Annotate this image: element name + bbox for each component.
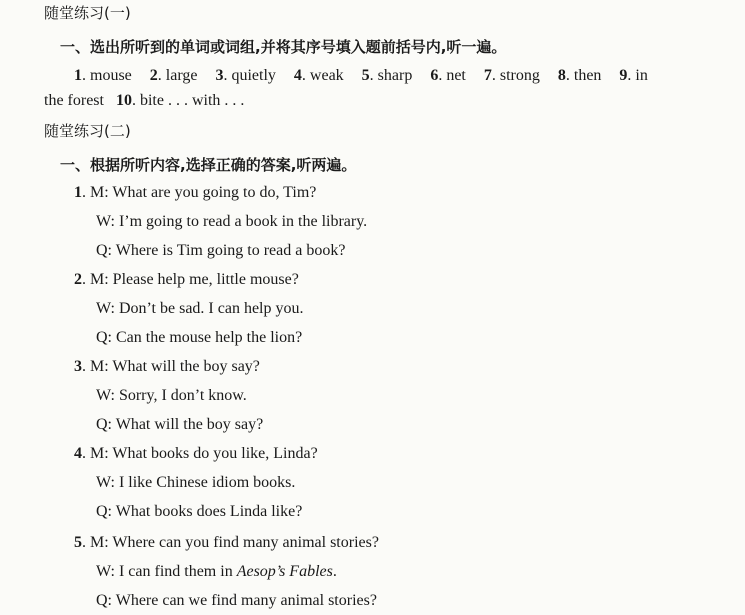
- word-item: 1. mouse: [74, 67, 132, 84]
- dialogue-w-line: W: I can find them in Aesop’s Fables.: [96, 563, 337, 580]
- dialogue-w-line: W: Sorry, I don’t know.: [96, 387, 247, 404]
- dialogue-m-line: 2. M: Please help me, little mouse?: [74, 271, 299, 288]
- word-item: 3. quietly: [215, 67, 276, 84]
- dialogue-w-line: W: I like Chinese idiom books.: [96, 474, 296, 491]
- word-item: 9. in: [619, 67, 648, 84]
- dialogue-q-line: Q: What books does Linda like?: [96, 503, 303, 520]
- section2-title: 随堂练习(二): [44, 122, 131, 140]
- section1-title: 随堂练习(一): [44, 4, 131, 22]
- dialogue-m-line: 3. M: What will the boy say?: [74, 358, 260, 375]
- dialogue-w-line: W: I’m going to read a book in the library.: [96, 213, 368, 230]
- dialogue-m-line: 1. M: What are you going to do, Tim?: [74, 184, 317, 201]
- dialogue-q-line: Q: Where is Tim going to read a book?: [96, 242, 346, 259]
- dialogue-m-line: 5. M: Where can you find many animal stories?: [74, 534, 379, 551]
- dialogue-q-line: Q: Where can we find many animal stories?: [96, 592, 377, 609]
- word-item: 4. weak: [293, 67, 344, 84]
- book-title: Aesop’s Fables: [236, 563, 333, 580]
- word-list: [74, 66, 648, 86]
- word-item: 5. sharp: [361, 67, 413, 84]
- dialogue-m-line: 4. M: What books do you like, Linda?: [74, 445, 318, 462]
- dialogue-w-line: W: Don’t be sad. I can help you.: [96, 300, 304, 317]
- word-item: 2. large: [149, 67, 198, 84]
- dialogue-q-line: Q: What will the boy say?: [96, 416, 264, 433]
- word-list-continuation: the forest 10. bite . . . with . . .: [44, 92, 245, 109]
- word-item: 6. net: [430, 67, 466, 84]
- word-item: 7. strong: [483, 67, 540, 84]
- word-item: 8. then: [557, 67, 602, 84]
- section1-instruction: 一、选出所听到的单词或词组,并将其序号填入题前括号内,听一遍。: [60, 38, 507, 56]
- section2-instruction: 一、根据所听内容,选择正确的答案,听两遍。: [60, 156, 357, 174]
- dialogue-q-line: Q: Can the mouse help the lion?: [96, 329, 303, 346]
